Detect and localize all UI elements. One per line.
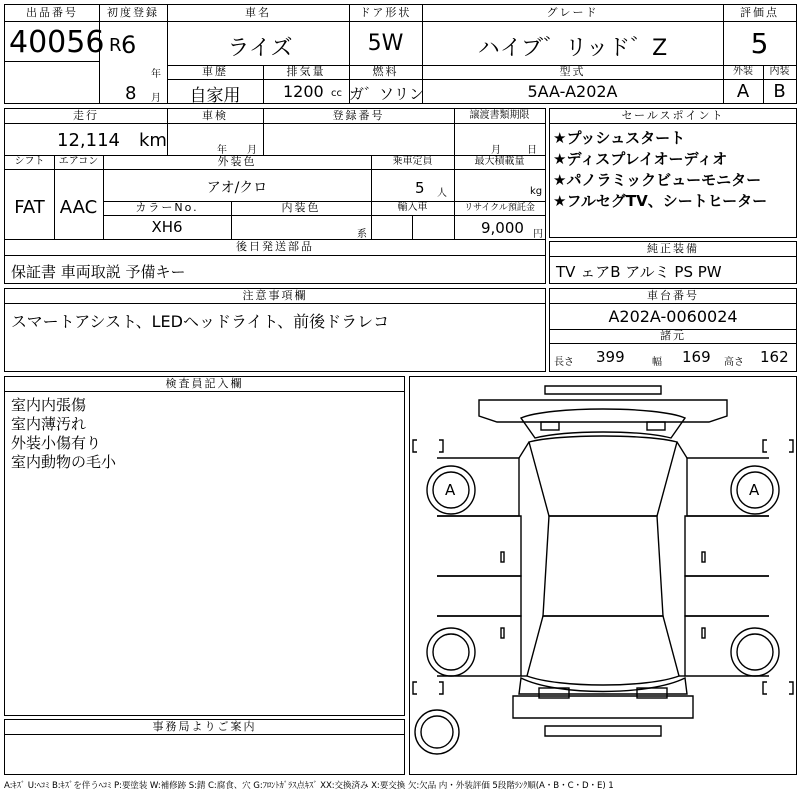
- inspection-label: 車検: [202, 109, 228, 122]
- history-label: 車歴: [202, 65, 228, 78]
- reg-month: 8: [125, 83, 137, 104]
- transfer-month-unit: 月: [491, 145, 501, 156]
- notes-section: [4, 288, 546, 372]
- model: 5AA-A202A: [527, 82, 618, 101]
- inspector-note: 室内薄汚れ: [11, 415, 87, 433]
- color-no: XH6: [151, 218, 183, 236]
- equipment-value: TV ェアB アルミ PS PW: [556, 263, 722, 281]
- sales-point-item: ★プッシュスタート: [553, 129, 686, 147]
- recycle-unit: 円: [533, 229, 543, 240]
- score-label: 評価点: [740, 6, 779, 19]
- inspector-section: [4, 376, 405, 716]
- sales-points-section: [549, 108, 797, 238]
- header-section: [4, 4, 797, 104]
- insp-year-unit: 年: [217, 145, 227, 156]
- capacity-label: 乗車定員: [392, 156, 433, 167]
- month-unit: 月: [151, 93, 161, 104]
- later-parts: 保証書 車両取説 予備キー: [11, 263, 186, 281]
- chassis-label: 車台番号: [647, 289, 699, 302]
- exterior-label: 外装: [733, 66, 753, 77]
- equipment-section: [549, 241, 797, 284]
- width: 169: [682, 348, 711, 366]
- office-section: [4, 719, 405, 775]
- length-label: 長さ: [554, 357, 574, 368]
- mileage-label: 走行: [73, 109, 99, 122]
- car-outline-diagram: [409, 376, 797, 775]
- exterior-grade: A: [736, 81, 750, 102]
- int-color-label: 内装色: [281, 201, 321, 214]
- height-label: 高さ: [724, 357, 744, 368]
- mileage-unit: km: [139, 130, 167, 151]
- recycle-label: リサイクル預託金: [464, 203, 535, 213]
- int-color-unit: 系: [357, 229, 367, 240]
- insp-month-unit: 月: [247, 145, 257, 156]
- ext-color-label: 外装色: [217, 155, 257, 168]
- height: 162: [760, 348, 789, 366]
- shift: FAT: [14, 197, 45, 218]
- reg-year: 6: [121, 31, 137, 59]
- color-no-label: カラーNo.: [135, 201, 199, 214]
- ac: AAC: [59, 197, 98, 218]
- door-label: ドア形状: [359, 6, 412, 19]
- equipment-label: 純正装備: [647, 242, 699, 255]
- reg-no-label: 登録番号: [332, 109, 385, 122]
- sales-point-item: ★ディスプレイオーディオ: [553, 150, 728, 168]
- chassis-value: A202A-0060024: [608, 307, 738, 326]
- car-name: ライズ: [227, 36, 293, 61]
- cc-unit: cc: [331, 88, 342, 99]
- recycle: 9,000: [481, 219, 524, 237]
- inspector-note: 外装小傷有り: [11, 434, 102, 452]
- ac-label: エアコン: [58, 156, 99, 167]
- max-load-label: 最大積載量: [474, 156, 525, 167]
- legend: A:ｷｽﾞ U:ﾍｺﾐ B:ｷｽﾞを伴うﾍｺﾐ P:要塗装 W:補修跡 S:錆 C:腐食、穴 G:ﾌﾛﾝﾄｶﾞﾗｽ点ｷｽﾞ XX:交換済み X:要交換 欠:欠品 内・外装評価 5段階ﾗﾝｸ順(A・B・C・D・E) 1: [4, 781, 614, 791]
- width-label: 幅: [652, 357, 662, 368]
- details-section: [4, 108, 546, 284]
- length: 399: [596, 348, 625, 366]
- import-label: 輸入車: [397, 202, 428, 213]
- car-name-label: 車名: [245, 6, 271, 19]
- history: 自家用: [189, 86, 241, 106]
- inspector-note: 室内内張傷: [11, 396, 87, 414]
- office-label: 事務局よりご案内: [152, 720, 257, 733]
- chassis-section: [549, 288, 797, 372]
- inspector-note: 室内動物の毛小: [11, 453, 117, 471]
- grade-label: グレード: [546, 6, 599, 19]
- capacity: 5: [415, 179, 425, 197]
- notes-value: スマートアシスト、LEDヘッドライト、前後ドラレコ: [11, 312, 390, 331]
- dimensions-label: 諸元: [660, 329, 686, 342]
- displacement-label: 排気量: [286, 65, 326, 78]
- shift-label: シフト: [14, 156, 45, 167]
- first-reg-label: 初度登録: [107, 6, 159, 19]
- displacement: 1200: [283, 82, 324, 101]
- era: R: [109, 35, 122, 56]
- inspector-label: 検査員記入欄: [165, 377, 244, 390]
- tire-mark-left: A: [445, 481, 456, 499]
- lot-no-label: 出品番号: [26, 6, 78, 19]
- sales-points-label: セールスポイント: [621, 109, 725, 122]
- transfer-label: 譲渡書類期限: [469, 110, 530, 121]
- max-load-unit: kg: [530, 186, 543, 197]
- transfer-day-unit: 日: [527, 145, 537, 156]
- ext-color: アオ/クロ: [206, 180, 268, 196]
- year-unit: 年: [151, 69, 161, 80]
- interior-label: 内装: [769, 66, 790, 77]
- fuel-label: 燃料: [372, 65, 399, 78]
- interior-grade: B: [773, 81, 786, 102]
- tire-mark-right: A: [749, 481, 760, 499]
- sales-point-item: ★パノラミックビューモニター: [553, 171, 762, 189]
- lot-no: 40056: [9, 25, 105, 60]
- model-label: 型式: [559, 65, 586, 78]
- score: 5: [750, 27, 769, 60]
- grade: ハイブ゛リッド゛Z: [477, 36, 668, 61]
- capacity-unit: 人: [437, 188, 447, 199]
- door: 5W: [367, 31, 404, 56]
- later-parts-label: 後日発送部品: [236, 240, 314, 253]
- mileage: 12,114: [57, 130, 120, 151]
- sales-point-item: ★フルセグTV、シートヒーター: [553, 192, 768, 210]
- notes-label: 注意事項欄: [242, 289, 308, 302]
- fuel: ガ゛ソリン: [349, 85, 425, 103]
